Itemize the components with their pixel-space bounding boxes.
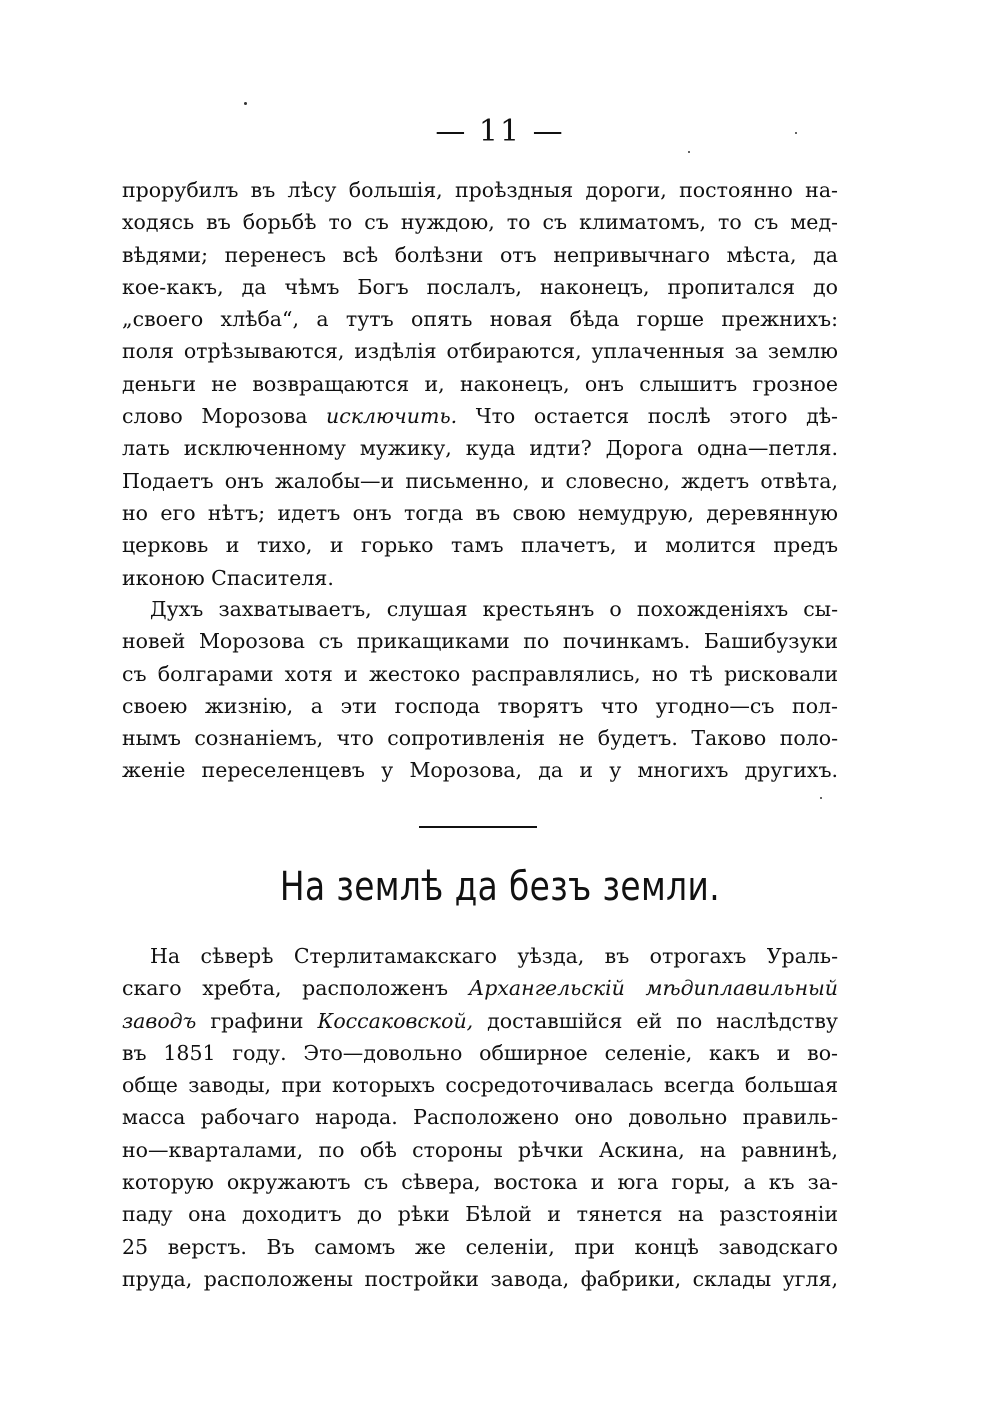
text-segment: Что остается послѣ этого дѣ- <box>475 404 838 429</box>
text-line: ходясь въ борьбѣ то съ нуждою, то съ климатомъ, то съ мед- <box>122 210 838 235</box>
text-line: Духъ захватываетъ, слушая крестьянъ о похожденіяхъ сы- <box>150 597 838 621</box>
text-line: лать исключенному мужику, куда идти? Дорога одна—петля. <box>122 436 838 461</box>
emphasized-word: заводъ <box>122 1008 197 1033</box>
section-divider <box>419 826 537 828</box>
text-line: 25 верстъ. Въ самомъ же селеніи, при концѣ заводскаго <box>122 1234 838 1259</box>
text-line: паду она доходитъ до рѣки Бѣлой и тянется на разстояніи <box>122 1202 838 1227</box>
print-speck <box>244 102 247 105</box>
text-line: своею жизнію, а эти господа творятъ что угодно—съ пол- <box>122 693 838 718</box>
text-line: Подаетъ онъ жалобы—и письменно, и словесно, ждетъ отвѣта, <box>122 468 838 493</box>
text-line: обще заводы, при которыхъ сосредоточивалась всегда большая <box>122 1073 838 1098</box>
text-line: деньги не возвращаются и, наконецъ, онъ слышитъ грозное <box>122 371 838 396</box>
text-line: но его нѣтъ; идетъ онъ тогда въ свою немудрую, деревянную <box>122 500 838 525</box>
text-line: но—кварталами, по обѣ стороны рѣчки Аскина, на равнинѣ, <box>122 1137 838 1162</box>
print-speck <box>820 797 822 799</box>
section-heading: На землѣ да безъ земли. <box>279 864 721 910</box>
paragraph-3 <box>122 940 838 1295</box>
print-speck <box>688 151 690 153</box>
text-line: иконою Спасителя. <box>122 565 334 590</box>
paragraph-2 <box>122 593 838 787</box>
text-line: нымъ сознаніемъ, что сопротивленія не будетъ. Таково поло- <box>122 726 838 751</box>
paragraph-1 <box>122 174 838 594</box>
text-line: кое-какъ, да чѣмъ Богъ послалъ, наконецъ, пропитался до <box>122 274 838 299</box>
text-line: вѣдями; перенесъ всѣ болѣзни отъ непривычнаго мѣста, да <box>122 242 838 267</box>
text-line: съ болгарами хотя и жестоко расправлялись, но тѣ рисковали <box>122 661 838 686</box>
text-line: которую окружаютъ съ сѣвера, востока и юга горы, а къ за- <box>122 1170 838 1195</box>
text-line: прорубилъ въ лѣсу большія, проѣздныя дороги, постоянно на- <box>122 178 838 202</box>
text-segment: графини <box>210 1008 304 1033</box>
text-segment: скаго хребта, расположенъ <box>122 976 449 1001</box>
emphasized-phrase: Архангельскій мѣдиплавильный <box>468 976 838 1001</box>
text-line: На сѣверѣ Стерлитамакскаго уѣзда, въ отрогахъ Ураль- <box>150 944 838 968</box>
text-line <box>122 972 838 1004</box>
text-line: „своего хлѣба“, а тутъ опять новая бѣда горше прежнихъ: <box>122 307 838 332</box>
text-line <box>122 400 838 432</box>
text-line: въ 1851 году. Это—довольно обширное селеніе, какъ и во- <box>122 1040 838 1065</box>
emphasized-word: исключить. <box>326 404 458 429</box>
text-line: новей Морозова съ прикащиками по починкамъ. Башибузуки <box>122 629 838 654</box>
page-number: — 11 — <box>435 114 565 149</box>
text-segment: слово Морозова <box>122 404 308 429</box>
text-line: церковь и тихо, и горько тамъ плачетъ, и молится предъ <box>122 533 838 558</box>
text-line: масса рабочаго народа. Расположено оно довольно правиль- <box>122 1105 838 1130</box>
text-line: женіе переселенцевъ у Морозова, да и у многихъ другихъ. <box>122 758 838 783</box>
text-line <box>122 1005 838 1037</box>
emphasized-word: Коссаковской, <box>317 1008 474 1033</box>
text-line: поля отрѣзываются, издѣлія отбираются, уплаченныя за землю <box>122 339 838 364</box>
text-segment: доставшійся ей по наслѣдству <box>487 1008 838 1033</box>
text-line: пруда, расположены постройки завода, фабрики, склады угля, <box>122 1266 838 1291</box>
